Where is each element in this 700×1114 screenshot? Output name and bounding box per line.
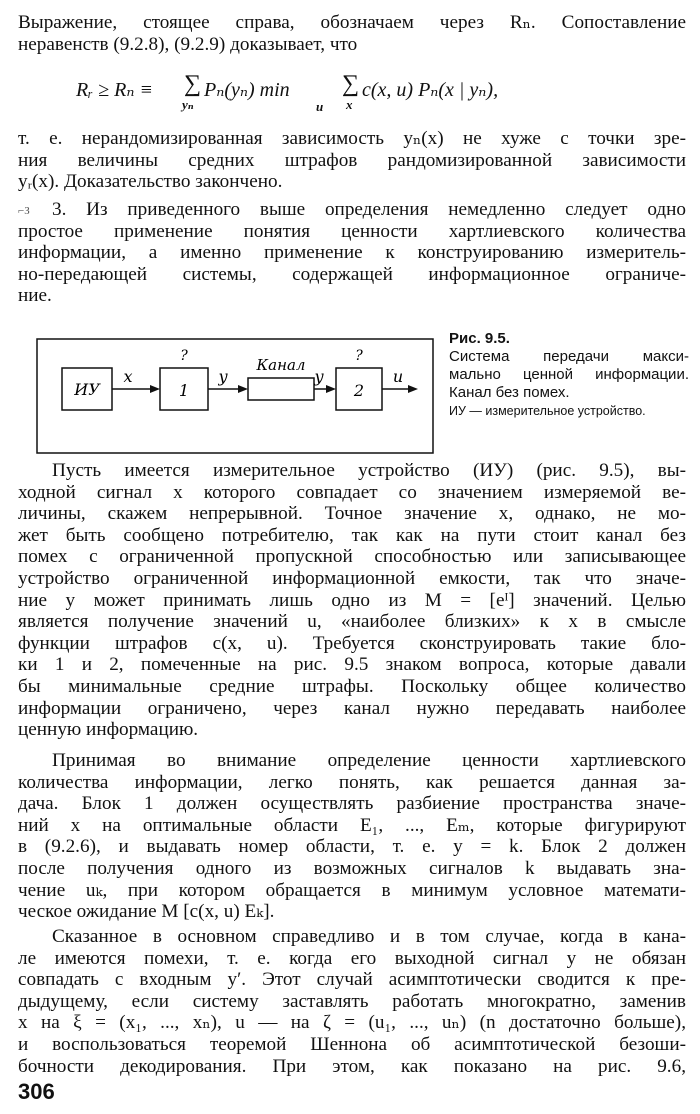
text-line: Выражение, стоящее справа, обозначаем через Rₙ. Сопоставление (18, 12, 686, 33)
paragraph-measurement-device (18, 460, 686, 741)
text-line: ние y может принимать лишь одно из M = [eᴵ] значений. Целью (18, 589, 686, 611)
text-line: Принимая во внимание определение ценности хартлиевского (52, 750, 686, 771)
formula-sum-subscript: x (346, 97, 353, 112)
formula-sum-subscript: yₙ (182, 97, 194, 112)
text-line: помех с ограниченной пропускной способностью или записывающее (18, 546, 686, 568)
signal-y1-label: y (218, 367, 228, 386)
caption-line: мально ценной информации. (449, 366, 689, 383)
block-channel (248, 378, 314, 400)
arrowhead (326, 385, 336, 393)
text-line: функции штрафов c(x, u). Требуется сконструировать такие бло- (18, 632, 686, 654)
text-line: ческое ожидание M [c(x, u) Eₖ]. (18, 901, 275, 923)
text-line: ле имеются помехи, т. е. когда его выходной сигнал y не обязан (18, 947, 686, 969)
arrowhead (150, 385, 160, 393)
paragraph-intro (18, 12, 686, 55)
paragraph-block-partition (18, 750, 686, 923)
text-line: неравенств (9.2.8), (9.2.9) доказывает, что (18, 33, 358, 55)
text-line: ки 1 и 2, помеченные на рис. 9.5 знаком вопроса, которые давали (18, 654, 686, 676)
inequality-formula (76, 71, 686, 117)
text-line: количества информации, легко понять, как решается данная за- (18, 771, 686, 793)
formula-lhs: Rᵣ ≥ Rₙ ≡ (76, 79, 153, 101)
caption-line: Система передачи макси- (449, 348, 689, 365)
channel-label: Канал (256, 356, 306, 374)
question-mark-1: ? (180, 348, 188, 364)
text-line: после получения одного из возможных сигналов k выдавать зна- (18, 857, 686, 879)
block-2-label: 2 (353, 381, 365, 400)
signal-y2-label: y (314, 367, 324, 386)
text-line: yᵣ(x). Доказательство закончено. (18, 171, 283, 193)
text-line: 3. Из приведенного выше определения немедленно следует одно (52, 199, 686, 220)
text-line: бочности декодирования. При этом, как показано на рис. 9.6, (18, 1055, 686, 1077)
page-number: 306 (18, 1079, 55, 1104)
signal-x-label: x (123, 367, 133, 386)
text-line: дача. Блок 1 должен осуществлять разбиение пространства значе- (18, 793, 686, 815)
formula-term: c(x, u) Pₙ(x | yₙ), (362, 79, 499, 101)
text-line: но-передающей системы, содержащей информационное ограниче- (18, 263, 686, 285)
text-line: Пусть имеется измерительное устройство (ИУ) (рис. 9.5), вы- (52, 460, 686, 481)
signal-u-label: u (392, 367, 404, 386)
question-mark-2: ? (355, 348, 363, 364)
text-line: ния величины средних штрафов рандомизированной зависимости (18, 149, 686, 171)
text-line: бы минимальные средние штрафы. Поскольку общее количество (18, 675, 686, 697)
arrowhead (408, 385, 418, 393)
text-line: простое применение понятия ценности хартлиевского количества (18, 220, 686, 242)
paragraph-item-3 (18, 199, 686, 307)
figure-9-5-diagram (36, 330, 434, 454)
text-line: чение uₖ, при котором обращается в минимум условное математи- (18, 879, 686, 901)
paragraph-noisy-channel (18, 926, 686, 1077)
block-1-label: 1 (178, 381, 190, 400)
text-line: и воспользоваться теоремой Шеннона об асимптотической безоши- (18, 1033, 686, 1055)
text-line: ний x на оптимальные области E₁, ..., Eₘ, которые фигурируют (18, 814, 686, 836)
text-line: информации, а именно применение к конструированию измеритель- (18, 242, 686, 264)
text-line: ценную информацию. (18, 719, 199, 741)
text-line: личины, скажем непрерывной. Точное значение x, однако, не мо- (18, 503, 686, 525)
text-line: в (9.2.6), и выдавать номер области, т. е. y = k. Блок 2 должен (18, 836, 686, 858)
text-line: Сказанное в основном справедливо и в том случае, когда в кана- (52, 926, 686, 947)
text-line: x на ξ = (x₁, ..., xₙ), u — на ζ = (u₁, ..., uₙ) (n достаточно больше), (18, 1012, 686, 1034)
caption-note: ИУ — измерительное устройство. (449, 404, 646, 418)
caption-line: Канал без помех. (449, 384, 570, 401)
caption-title: Рис. 9.5. (449, 330, 510, 347)
formula-sum-sign: ∑ (184, 71, 202, 97)
block-iu-label: ИУ (74, 380, 100, 399)
margin-mark: ⌐З (18, 205, 30, 217)
text-line: т. е. нерандомизированная зависимость yₙ(x) не хуже с точки зре- (18, 128, 686, 149)
text-line: является получение значений u, «наиболее близких» к x в смысле (18, 611, 686, 633)
text-line: ние. (18, 285, 52, 307)
arrowhead (238, 385, 248, 393)
text-line: ходной сигнал x которого совпадает со значением измеряемой ве- (18, 481, 686, 503)
text-line: дыдущему, если систему заставлять работать многократно, заменив (18, 990, 686, 1012)
formula-min-subscript: u (316, 99, 324, 114)
formula-sum-sign: ∑ (342, 71, 360, 97)
text-line: жет быть сообщено потребителю, так как на пути стоит канал без (18, 524, 686, 546)
figure-caption (449, 330, 689, 420)
text-line: информации ограничено, через канал нужно передавать наиболее (18, 697, 686, 719)
paragraph-conclusion (18, 128, 686, 193)
text-line: устройство ограниченной информационной емкости, так что значе- (18, 567, 686, 589)
formula-term: Pₙ(yₙ) min (204, 79, 290, 101)
text-line: совпадать с входным y′. Этот случай асимптотически сводится к пре- (18, 969, 686, 991)
